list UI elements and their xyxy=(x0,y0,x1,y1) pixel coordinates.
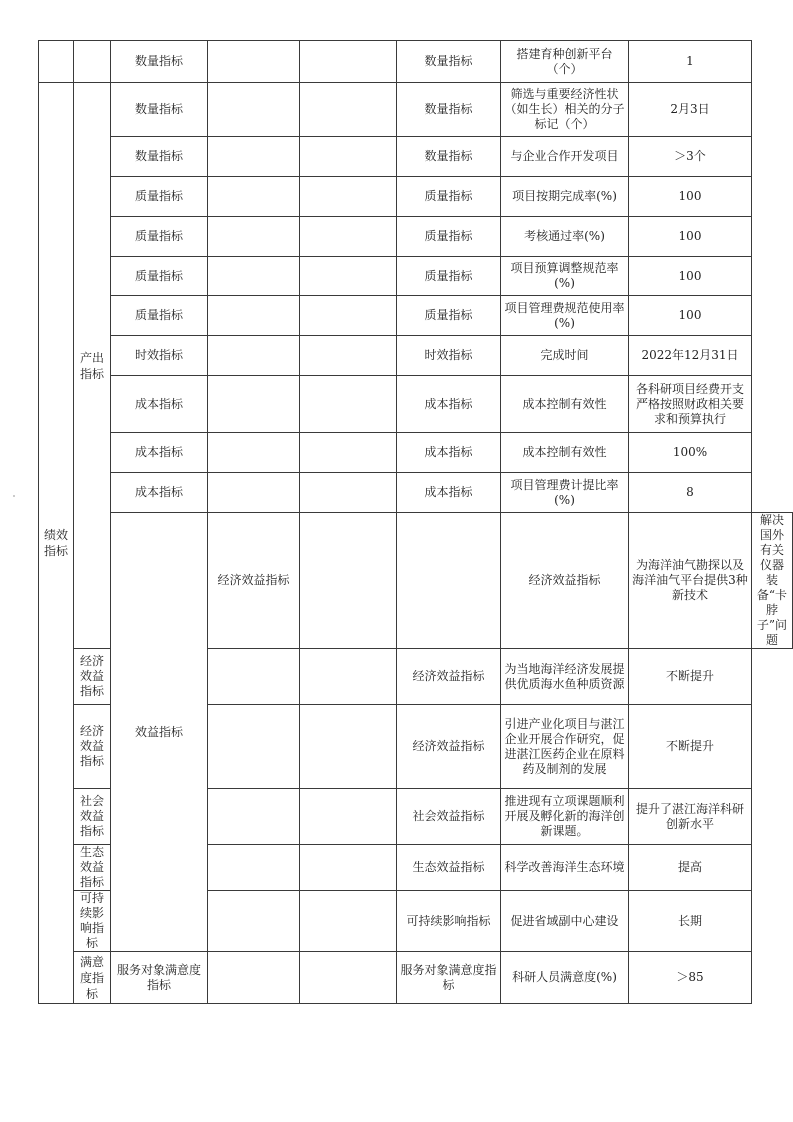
value-cell: 8 xyxy=(629,473,752,513)
table-row xyxy=(39,433,793,473)
item-cell: 引进产业化项目与湛江企业开展合作研究，促进湛江医药企业在原料药及制剂的发展 xyxy=(501,705,629,789)
value-cell: 提升了湛江海洋科研创新水平 xyxy=(629,789,752,845)
item-cell: 科研人员满意度(%) xyxy=(501,952,629,1004)
table-row xyxy=(39,177,793,217)
indicator-cell: 质量指标 xyxy=(111,177,208,217)
indicator-cell: 服务对象满意度指标 xyxy=(397,952,501,1004)
empty-cell xyxy=(300,433,397,473)
indicator-cell: 生态效益指标 xyxy=(397,845,501,891)
indicator-cell: 成本指标 xyxy=(397,433,501,473)
item-cell: 筛选与重要经济性状（如生长）相关的分子标记（个） xyxy=(501,83,629,137)
empty-cell xyxy=(300,177,397,217)
empty-cell xyxy=(208,705,300,789)
empty-cell xyxy=(300,649,397,705)
indicator-cell: 质量指标 xyxy=(397,177,501,217)
scan-speck xyxy=(13,495,15,497)
indicator-cell: 服务对象满意度指标 xyxy=(111,952,208,1004)
item-cell: 与企业合作开发项目 xyxy=(501,137,629,177)
value-cell: 提高 xyxy=(629,845,752,891)
indicator-cell: 成本指标 xyxy=(111,473,208,513)
indicator-cell: 时效指标 xyxy=(397,336,501,376)
value-cell: ＞85 xyxy=(629,952,752,1004)
item-cell: 为海洋油气勘探以及海洋油气平台提供3种新技术 xyxy=(629,513,752,649)
item-cell: 科学改善海洋生态环境 xyxy=(501,845,629,891)
table-row xyxy=(39,137,793,177)
empty-cell xyxy=(208,83,300,137)
empty-cell xyxy=(208,433,300,473)
indicator-cell: 质量指标 xyxy=(111,257,208,296)
empty-cell xyxy=(208,376,300,433)
item-cell: 为当地海洋经济发展提供优质海水鱼种质资源 xyxy=(501,649,629,705)
indicator-cell: 经济效益指标 xyxy=(397,649,501,705)
output-section-label: 产出指标 xyxy=(74,83,111,649)
empty-cell xyxy=(208,41,300,83)
empty-cell xyxy=(300,473,397,513)
value-cell: 2022年12月31日 xyxy=(629,336,752,376)
indicator-cell: 数量指标 xyxy=(111,41,208,83)
empty-cell xyxy=(300,336,397,376)
value-cell: 各科研项目经费开支严格按照财政相关要求和预算执行 xyxy=(629,376,752,433)
empty-cell xyxy=(208,336,300,376)
value-cell: 不断提升 xyxy=(629,649,752,705)
empty-cell xyxy=(208,296,300,336)
indicator-cell: 时效指标 xyxy=(111,336,208,376)
indicator-cell: 数量指标 xyxy=(111,83,208,137)
table-row xyxy=(39,41,793,83)
empty-cell xyxy=(300,952,397,1004)
table-row xyxy=(39,296,793,336)
benefit-section-label: 效益指标 xyxy=(111,513,208,952)
empty-cell xyxy=(300,83,397,137)
table-row xyxy=(39,376,793,433)
indicator-cell: 社会效益指标 xyxy=(397,789,501,845)
performance-indicator-table xyxy=(38,40,793,1004)
empty-cell xyxy=(397,513,501,649)
indicator-cell: 生态效益指标 xyxy=(74,845,111,891)
item-cell: 推进现有立项课题顺利开展及孵化新的海洋创新课题。 xyxy=(501,789,629,845)
empty-cell xyxy=(208,891,300,952)
item-cell: 项目预算调整规范率(%) xyxy=(501,257,629,296)
indicator-cell: 成本指标 xyxy=(397,473,501,513)
indicator-cell: 质量指标 xyxy=(397,296,501,336)
value-cell: 100% xyxy=(629,433,752,473)
item-cell: 搭建育种创新平台（个） xyxy=(501,41,629,83)
empty-cell xyxy=(300,705,397,789)
item-cell: 成本控制有效性 xyxy=(501,376,629,433)
indicator-cell: 可持续影响指标 xyxy=(74,891,111,952)
empty-cell xyxy=(300,845,397,891)
indicator-cell: 成本指标 xyxy=(397,376,501,433)
empty-cell xyxy=(300,41,397,83)
value-cell: 长期 xyxy=(629,891,752,952)
value-cell: 100 xyxy=(629,296,752,336)
indicator-cell: 质量指标 xyxy=(397,257,501,296)
item-cell: 考核通过率(%) xyxy=(501,217,629,257)
indicator-cell: 经济效益指标 xyxy=(74,649,111,705)
value-cell: 100 xyxy=(629,217,752,257)
empty-cell xyxy=(208,649,300,705)
value-cell: 解决国外有关仪器装备“卡脖子”问题 xyxy=(752,513,793,649)
table-row xyxy=(39,83,793,137)
indicator-cell: 成本指标 xyxy=(111,376,208,433)
continued-cell xyxy=(74,41,111,83)
indicator-cell: 质量指标 xyxy=(397,217,501,257)
table-row xyxy=(39,336,793,376)
item-cell: 项目管理费计提比率(%) xyxy=(501,473,629,513)
satisfaction-section-label: 满意度指标 xyxy=(74,952,111,1004)
empty-cell xyxy=(208,952,300,1004)
table-row xyxy=(39,473,793,513)
table-row xyxy=(39,257,793,296)
empty-cell xyxy=(208,257,300,296)
performance-section-label: 绩效指标 xyxy=(39,83,74,1004)
item-cell: 项目管理费规范使用率(%) xyxy=(501,296,629,336)
empty-cell xyxy=(300,376,397,433)
value-cell: 2月3日 xyxy=(629,83,752,137)
indicator-cell: 经济效益指标 xyxy=(74,705,111,789)
table-row xyxy=(39,952,793,1004)
indicator-cell: 经济效益指标 xyxy=(501,513,629,649)
empty-cell xyxy=(300,257,397,296)
indicator-cell: 质量指标 xyxy=(111,296,208,336)
item-cell: 促进省域副中心建设 xyxy=(501,891,629,952)
empty-cell xyxy=(300,137,397,177)
indicator-cell: 成本指标 xyxy=(111,433,208,473)
empty-cell xyxy=(300,513,397,649)
empty-cell xyxy=(300,217,397,257)
indicator-cell: 经济效益指标 xyxy=(208,513,300,649)
table-row xyxy=(39,513,793,649)
empty-cell xyxy=(208,473,300,513)
item-cell: 项目按期完成率(%) xyxy=(501,177,629,217)
indicator-cell: 数量指标 xyxy=(111,137,208,177)
empty-cell xyxy=(208,137,300,177)
continued-cell xyxy=(39,41,74,83)
value-cell: 100 xyxy=(629,177,752,217)
empty-cell xyxy=(208,217,300,257)
value-cell: 1 xyxy=(629,41,752,83)
value-cell: ＞3个 xyxy=(629,137,752,177)
value-cell: 不断提升 xyxy=(629,705,752,789)
indicator-cell: 数量指标 xyxy=(397,41,501,83)
indicator-cell: 可持续影响指标 xyxy=(397,891,501,952)
indicator-cell: 数量指标 xyxy=(397,137,501,177)
empty-cell xyxy=(208,789,300,845)
indicator-cell: 质量指标 xyxy=(111,217,208,257)
table-row xyxy=(39,217,793,257)
value-cell: 100 xyxy=(629,257,752,296)
indicator-cell: 社会效益指标 xyxy=(74,789,111,845)
empty-cell xyxy=(300,891,397,952)
indicator-cell: 经济效益指标 xyxy=(397,705,501,789)
indicator-cell: 数量指标 xyxy=(397,83,501,137)
empty-cell xyxy=(208,177,300,217)
item-cell: 完成时间 xyxy=(501,336,629,376)
empty-cell xyxy=(300,789,397,845)
item-cell: 成本控制有效性 xyxy=(501,433,629,473)
empty-cell xyxy=(208,845,300,891)
empty-cell xyxy=(300,296,397,336)
